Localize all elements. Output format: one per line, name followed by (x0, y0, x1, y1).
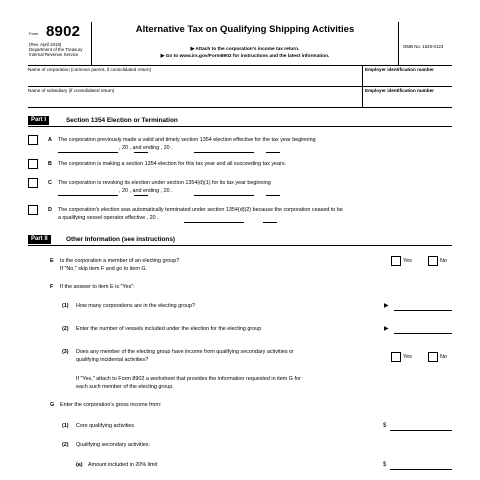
item-a-text: The corporation previously made a valid and timely section 1354 election effective for the tax year beginning (58, 137, 316, 143)
checkbox-b[interactable] (28, 159, 38, 169)
item-f3-note-2: each such member of the electing group. (76, 384, 174, 390)
item-f2-number: (2) (62, 326, 69, 332)
item-f2-arrow-icon: ▶ (384, 326, 389, 332)
item-a-begin-year-line[interactable] (134, 152, 148, 153)
item-g2a-label: Amount included in 20% limit (88, 462, 158, 468)
website-instruction: ▶ Go to www.irs.gov/Form8902 for instructions and the latest information. (160, 54, 330, 59)
part1-tag: Part I (28, 116, 49, 125)
part1-header (28, 114, 452, 127)
subsidiary-name-label: Name of subsidiary (if consolidated return) (28, 88, 115, 93)
item-f3-question-2: qualifying incidental activities? (76, 357, 149, 363)
item-b-text: The corporation is making a section 1354 election for this tax year and all succeeding tax years. (58, 161, 287, 167)
item-c-end-date-line[interactable] (194, 195, 254, 196)
ein-field-subsidiary[interactable]: Employer identification number (362, 87, 452, 107)
item-f3-yes-checkbox[interactable] (391, 352, 401, 362)
item-e-no-label: No (440, 258, 447, 264)
item-f3-no-checkbox[interactable] (428, 352, 438, 362)
item-b-letter: B (48, 161, 52, 167)
attach-instruction: ▶ Attach to the corporation's income tax return. (190, 47, 300, 52)
item-g2a-letter: (a) (76, 462, 83, 468)
item-e-yes-checkbox[interactable] (391, 256, 401, 266)
part2-header (28, 233, 452, 246)
item-a-end-date-line[interactable] (194, 152, 254, 153)
item-f2-answer-line[interactable] (394, 333, 452, 334)
item-f3-question: Does any member of the electing group have income from qualifying secondary activities or (76, 349, 294, 355)
item-g-letter: G (50, 402, 55, 408)
item-e-question: Is the corporation a member of an electing group? (60, 258, 180, 264)
item-c-text: The corporation is revoking its election under section 1354(d)(1) for its tax year beginning (58, 180, 271, 186)
item-d-text-2: a qualifying vessel operator effective , 20 . (58, 215, 159, 221)
item-g2a-amount-line[interactable] (390, 469, 452, 470)
item-c-dates-text: , 20 , and ending , 20 . (119, 188, 173, 194)
item-g1-number: (1) (62, 423, 69, 429)
form-title: Alternative Tax on Qualifying Shipping Activities (135, 24, 355, 35)
checkbox-c[interactable] (28, 178, 38, 188)
item-f3-number: (3) (62, 349, 69, 355)
item-c-begin-date-line[interactable] (58, 195, 118, 196)
corporation-name-row (28, 66, 452, 87)
item-f3-no-label: No (440, 354, 447, 360)
item-d-year-line[interactable] (263, 222, 277, 223)
item-e-instruction: If "No," skip item F and go to item G. (60, 266, 148, 272)
form-8902-page (28, 22, 452, 480)
omb-box (398, 22, 452, 66)
checkbox-d[interactable] (28, 205, 38, 215)
item-f3-note: If "Yes," attach to Form 8902 a worksheet that provides the information requested in item G for (76, 376, 301, 382)
item-f-intro: If the answer to item E is "Yes": (60, 284, 135, 290)
part1-title: Section 1354 Election or Termination (66, 117, 178, 124)
item-g2a-dollar-sign: $ (383, 462, 387, 468)
part2-tag: Part II (28, 235, 51, 244)
item-g-intro: Enter the corporation's gross income from: (60, 402, 162, 408)
item-a-dates-text: , 20 , and ending , 20 . (119, 145, 173, 151)
ein-field[interactable]: Employer identification number (362, 66, 452, 86)
item-g1-label: Core qualifying activities (76, 423, 135, 429)
omb-number: OMB No. 1545-0123 (403, 44, 444, 49)
item-a-begin-date-line[interactable] (58, 152, 118, 153)
item-f1-answer-line[interactable] (394, 310, 452, 311)
item-f-letter: F (50, 284, 54, 290)
form-word: Form (29, 31, 39, 36)
subsidiary-name-row (28, 87, 452, 108)
item-d-letter: D (48, 207, 52, 213)
item-e-letter: E (50, 258, 54, 264)
item-f1-number: (1) (62, 303, 69, 309)
item-g1-amount-line[interactable] (390, 430, 452, 431)
item-d-text: The corporation's election was automatically terminated under section 1354(d)(2) because the corporation ceased to be (58, 207, 343, 213)
item-f1-question: How many corporations are in the electing group? (76, 303, 195, 309)
item-e-yes-label: Yes (403, 258, 412, 264)
item-c-letter: C (48, 180, 52, 186)
department-name: Department of the Treasury Internal Revenue Service (29, 47, 83, 57)
form-header (28, 22, 452, 66)
item-f1-arrow-icon: ▶ (384, 303, 389, 309)
item-a-letter: A (48, 137, 52, 143)
item-c-end-year-line[interactable] (266, 195, 280, 196)
revision-date: (Rev. April 2018) (29, 42, 62, 47)
item-f3-yes-label: Yes (403, 354, 412, 360)
form-id-box (28, 22, 92, 66)
item-a-end-year-line[interactable] (266, 152, 280, 153)
corporation-name-label: Name of corporation (common parent, if consolidated return) (28, 67, 152, 72)
checkbox-a[interactable] (28, 135, 38, 145)
item-g2-label: Qualifying secondary activities: (76, 442, 151, 448)
item-g2-number: (2) (62, 442, 69, 448)
item-c-begin-year-line[interactable] (134, 195, 148, 196)
form-number: 8902 (46, 23, 81, 40)
item-e-no-checkbox[interactable] (428, 256, 438, 266)
item-g1-dollar-sign: $ (383, 423, 387, 429)
item-f2-question: Enter the number of vessels included under the election for the electing group (76, 326, 262, 332)
item-d-date-line[interactable] (184, 222, 244, 223)
part2-title: Other Information (see instructions) (66, 236, 176, 243)
